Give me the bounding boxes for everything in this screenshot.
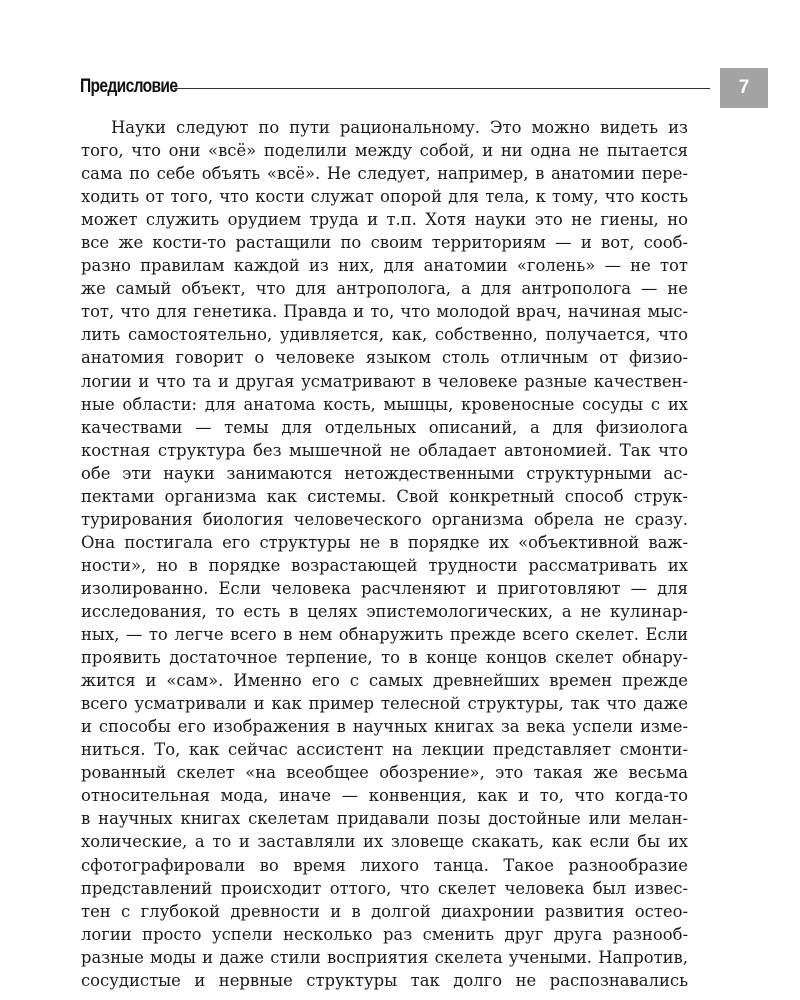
running-head [80, 66, 750, 108]
text-line: сосудистые и нервные структуры так долго не распознавались [81, 970, 688, 990]
text-line: сама по себе объять «всё». Не следует, например, в анатомии пере- [81, 164, 688, 184]
text-line: турирования биология человеческого организма обрела не сразу. [81, 509, 688, 529]
text-line: в научных книгах скелетам придавали позы достойные или мелан- [81, 809, 688, 829]
text-line: Науки следуют по пути рациональному. Это можно видеть из [111, 118, 688, 137]
text-line: пектами организма как системы. Свой конкретный способ струк- [81, 486, 688, 506]
body-text [81, 116, 688, 992]
text-line: разные моды и даже стили восприятия скелета учеными. Напротив, [81, 947, 688, 967]
text-line: изолированно. Если человека расчленяют и приготовляют — для [81, 578, 688, 598]
text-line: же самый объект, что для антрополога, а для антрополога — не [81, 279, 688, 299]
text-line: Она постигала его структуры не в порядке их «объективной важ- [81, 532, 688, 552]
header-rule [174, 88, 710, 89]
text-line: обе эти науки занимаются нетождественными структурными ас- [81, 463, 688, 483]
text-line: того, что они «всё» поделили между собой, и ни одна не пытается [81, 141, 688, 161]
text-line: все же кости-то растащили по своим территориям — и вот, сооб- [81, 233, 688, 253]
text-line: ности», но в порядке возрастающей трудности рассматривать их [81, 555, 688, 575]
text-line: разно правилам каждой из них, для анатомии «голень» — не тот [81, 256, 688, 276]
page-number: 7 [720, 68, 768, 108]
text-line: жится и «сам». Именно его с самых древнейших времен прежде [81, 671, 688, 691]
text-line: ходить от того, что кости служат опорой для тела, к тому, что кость [81, 187, 688, 207]
text-line: и способы его изображения в научных книгах за века успели изме- [81, 717, 688, 737]
text-line: тот, что для генетика. Правда и то, что молодой врач, начиная мыс- [81, 302, 688, 322]
text-line: костная структура без мышечной не обладает автономией. Так что [81, 440, 688, 460]
text-line: ниться. То, как сейчас ассистент на лекции представляет смонти- [81, 740, 688, 760]
text-line: проявить достаточное терпение, то в конце концов скелет обнару- [81, 648, 688, 668]
text-line: ных, — то легче всего в нем обнаружить прежде всего скелет. Если [81, 625, 688, 645]
text-line: всего усматривали и как пример телесной структуры, так что даже [81, 694, 688, 714]
section-title: Предисловие [80, 76, 178, 97]
text-line: лить самостоятельно, удивляется, как, собственно, получается, что [81, 325, 688, 345]
text-line: исследования, то есть в целях эпистемологических, а не кулинар- [81, 601, 688, 621]
text-line: логии и что та и другая усматривают в человеке разные качествен- [81, 371, 688, 391]
text-line: ные области: для анатома кость, мышцы, кровеносные сосуды с их [81, 394, 688, 414]
text-line: представлений происходит оттого, что скелет человека был извес- [81, 878, 688, 898]
text-line: качествами — темы для отдельных описаний, а для физиолога [81, 417, 688, 437]
text-line: сфотографировали во время лихого танца. Такое разнообразие [81, 855, 688, 875]
text-line: относительная мода, иначе — конвенция, как и то, что когда-то [81, 786, 688, 806]
text-line: рованный скелет «на всеобщее обозрение», это такая же весьма [81, 763, 688, 783]
text-line: может служить орудием труда и т.п. Хотя науки это не гиены, но [81, 210, 688, 230]
text-line: тен с глубокой древности и в долгой диахронии развития остео- [81, 901, 688, 921]
text-line: анатомия говорит о человеке языком столь отличным от физио- [81, 348, 688, 368]
text-line: логии просто успели несколько раз сменить друг друга разнооб- [81, 924, 688, 944]
text-line: холические, а то и заставляли их зловеще скакать, как если бы их [81, 832, 688, 852]
